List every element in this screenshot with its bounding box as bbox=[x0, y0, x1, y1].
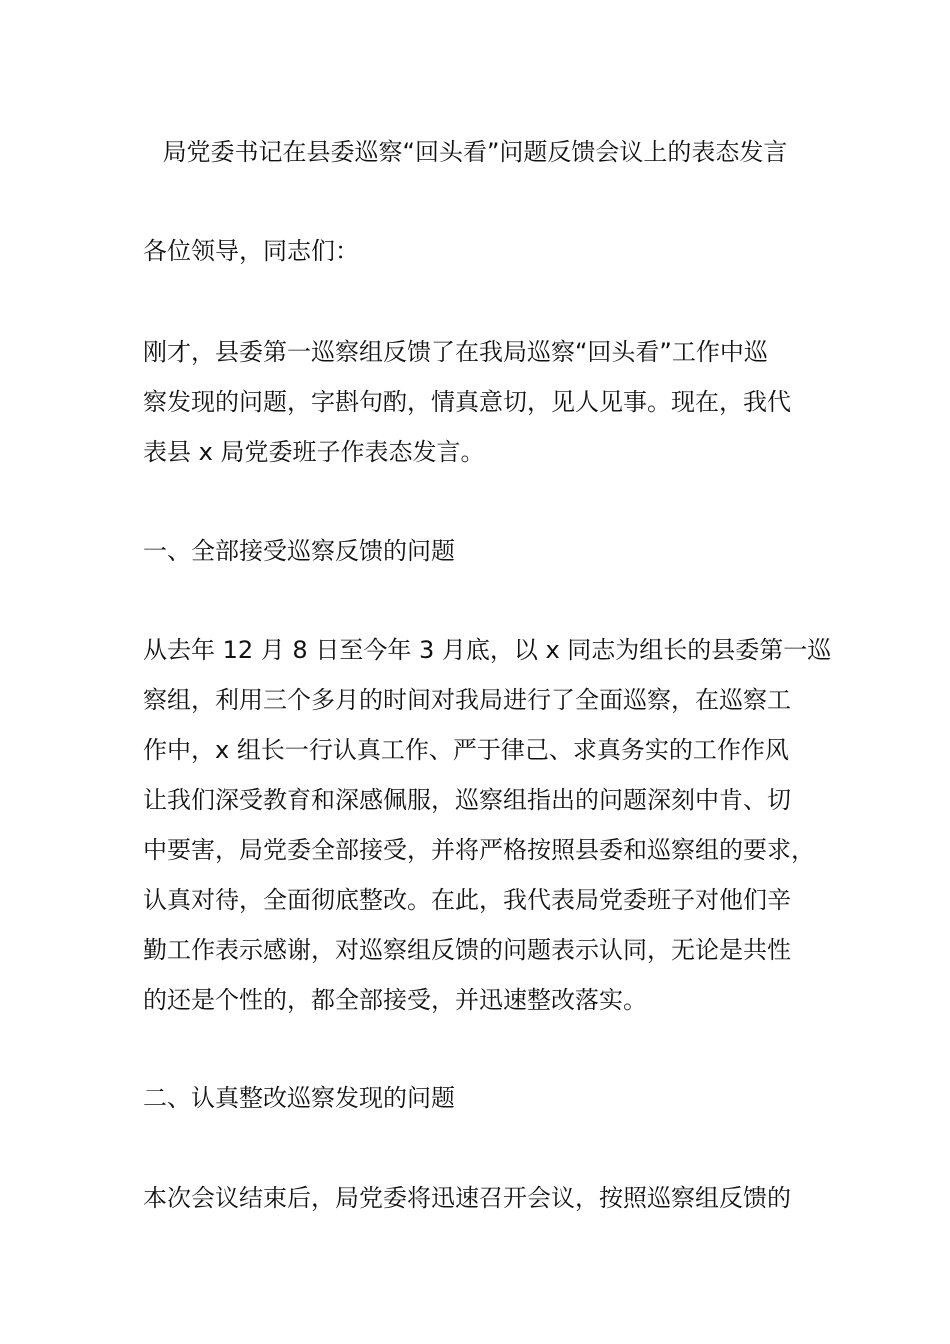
section-heading: 二、认真整改巡察发现的问题 bbox=[143, 1084, 455, 1112]
paragraph-line: 让我们深受教育和深感佩服，巡察组指出的问题深刻中肯、切 bbox=[143, 786, 791, 814]
paragraph-line: 察组，利用三个多月的时间对我局进行了全面巡察，在巡察工 bbox=[143, 686, 791, 714]
paragraph-line: 认真对待，全面彻底整改。在此，我代表局党委班子对他们辛 bbox=[143, 886, 791, 914]
paragraph-line: 察发现的问题，字斟句酌，情真意切，见人见事。现在，我代 bbox=[143, 388, 791, 416]
salutation: 各位领导，同志们： bbox=[143, 237, 359, 265]
paragraph-line: 刚才，县委第一巡察组反馈了在我局巡察“回头看”工作中巡 bbox=[143, 338, 768, 366]
paragraph-line: 从去年 12 月 8 日至今年 3 月底，以 x 同志为组长的县委第一巡 bbox=[143, 636, 832, 664]
section-heading: 一、全部接受巡察反馈的问题 bbox=[143, 537, 455, 565]
paragraph-line: 表县 x 局党委班子作表态发言。 bbox=[143, 438, 485, 466]
paragraph-line: 本次会议结束后，局党委将迅速召开会议，按照巡察组反馈的 bbox=[143, 1184, 791, 1212]
paragraph-line: 的还是个性的，都全部接受，并迅速整改落实。 bbox=[143, 986, 647, 1014]
document-title: 局党委书记在县委巡察“回头看”问题反馈会议上的表态发言 bbox=[162, 138, 788, 166]
paragraph-line: 勤工作表示感谢，对巡察组反馈的问题表示认同，无论是共性 bbox=[143, 936, 791, 964]
paragraph-line: 中要害，局党委全部接受，并将严格按照县委和巡察组的要求， bbox=[143, 836, 815, 864]
paragraph-line: 作中，x 组长一行认真工作、严于律己、求真务实的工作作风 bbox=[143, 736, 789, 764]
